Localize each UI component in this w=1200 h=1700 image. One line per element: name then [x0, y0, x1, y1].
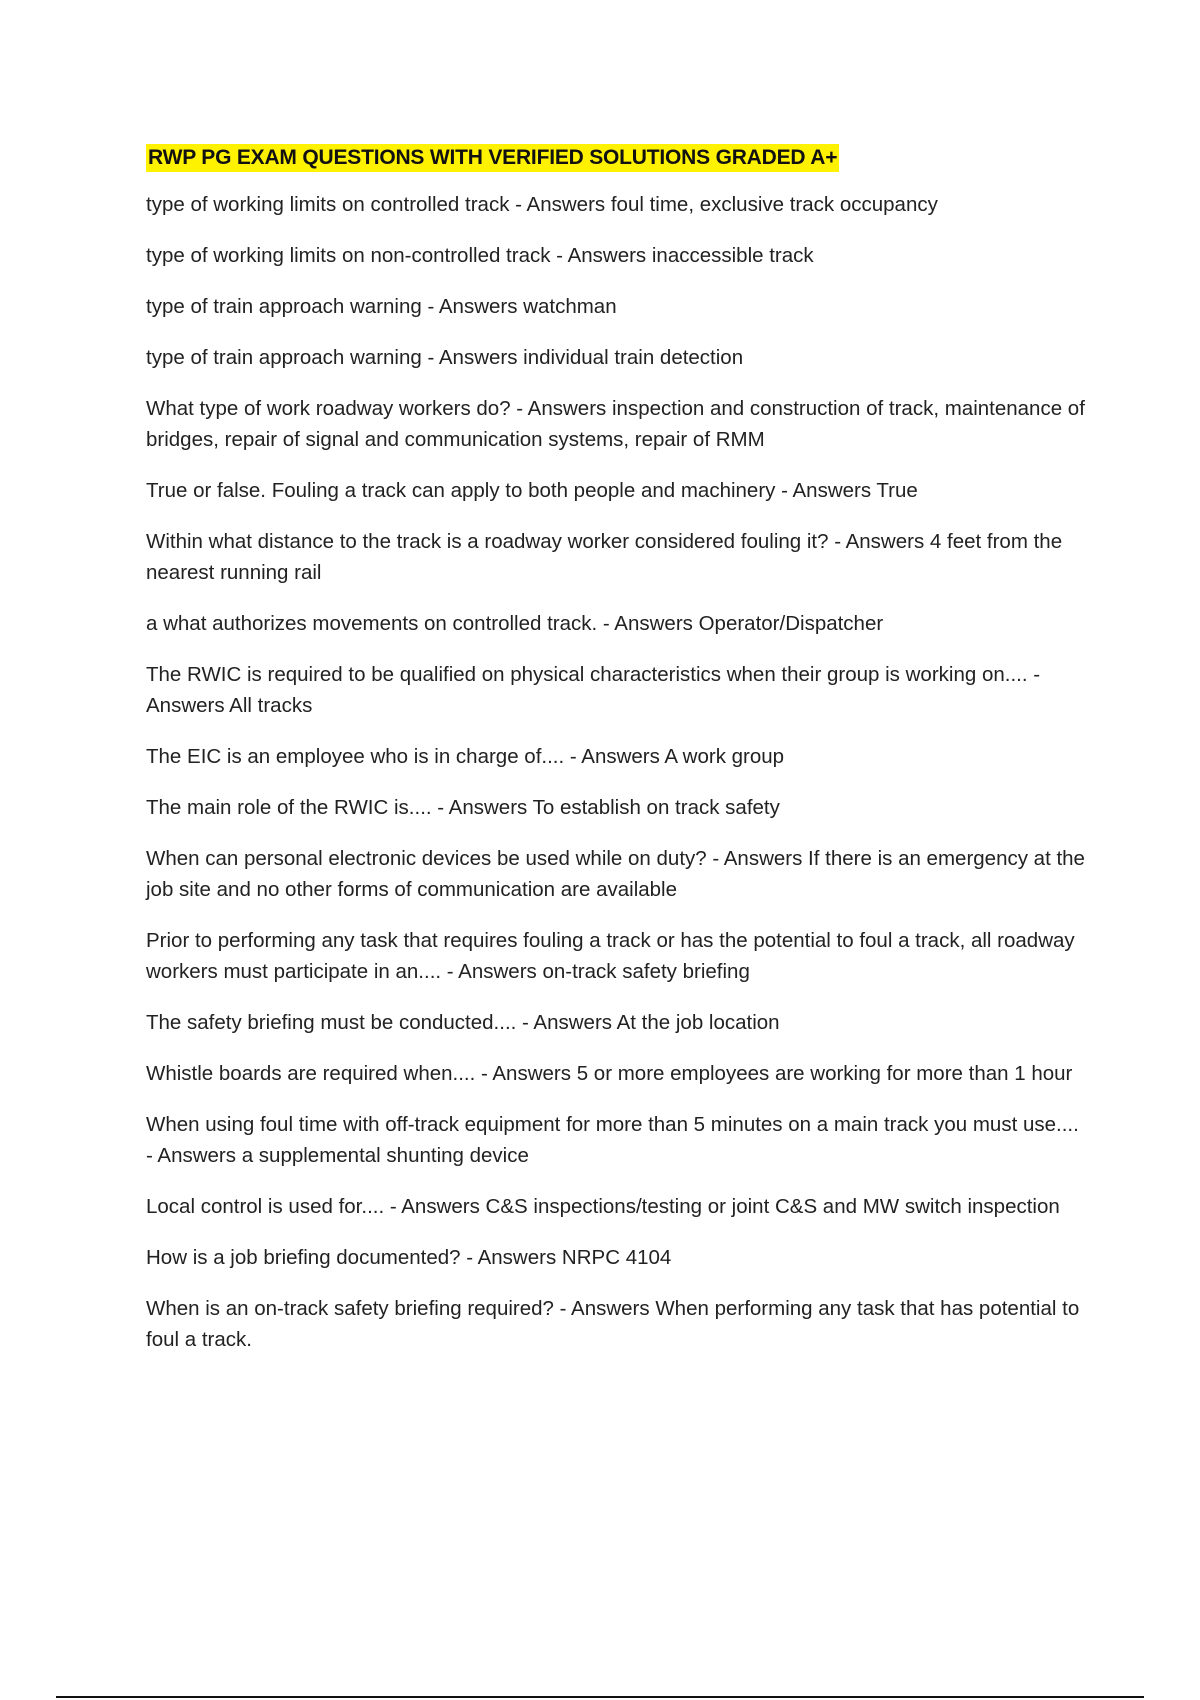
qa-item: What type of work roadway workers do? - Answers inspection and construction of track, maintenance of bridges, repair of signal and communication systems, repair of RMM: [146, 397, 1085, 451]
qa-item: The safety briefing must be conducted.... - Answers At the job location: [146, 1011, 780, 1034]
qa-item: type of train approach warning - Answers watchman: [146, 295, 617, 318]
qa-item: When can personal electronic devices be used while on duty? - Answers If there is an emergency at the job site and no other forms of communication are available: [146, 847, 1085, 901]
qa-item: When using foul time with off-track equipment for more than 5 minutes on a main track you must use.... - Answers a supplemental shunting device: [146, 1113, 1079, 1167]
qa-item: The main role of the RWIC is.... - Answers To establish on track safety: [146, 796, 780, 819]
qa-item: a what authorizes movements on controlled track. - Answers Operator/Dispatcher: [146, 612, 884, 635]
footer-divider: [56, 1696, 1144, 1698]
document-title: RWP PG EXAM QUESTIONS WITH VERIFIED SOLUTIONS GRADED A+: [146, 144, 839, 172]
qa-item: Local control is used for.... - Answers C&S inspections/testing or joint C&S and MW switch inspection: [146, 1195, 1060, 1218]
qa-item: Prior to performing any task that requires fouling a track or has the potential to foul a track, all roadway workers must participate in an.... - Answers on-track safety briefing: [146, 929, 1075, 983]
qa-list: [146, 189, 1086, 1355]
qa-item: When is an on-track safety briefing required? - Answers When performing any task that has potential to foul a track.: [146, 1297, 1080, 1351]
qa-item: The RWIC is required to be qualified on physical characteristics when their group is working on.... - Answers All tracks: [146, 663, 1041, 717]
qa-item: type of train approach warning - Answers individual train detection: [146, 346, 744, 369]
qa-item: type of working limits on controlled track - Answers foul time, exclusive track occupancy: [146, 193, 938, 216]
qa-item: The EIC is an employee who is in charge of.... - Answers A work group: [146, 745, 785, 768]
qa-item: How is a job briefing documented? - Answers NRPC 4104: [146, 1246, 672, 1269]
qa-item: type of working limits on non-controlled track - Answers inaccessible track: [146, 244, 814, 267]
document-content: [146, 144, 1086, 1375]
qa-item: Whistle boards are required when.... - Answers 5 or more employees are working for more than 1 hour: [146, 1062, 1073, 1085]
qa-item: Within what distance to the track is a roadway worker considered fouling it? - Answers 4 feet from the nearest running rail: [146, 530, 1063, 584]
qa-item: True or false. Fouling a track can apply to both people and machinery - Answers True: [146, 479, 918, 502]
